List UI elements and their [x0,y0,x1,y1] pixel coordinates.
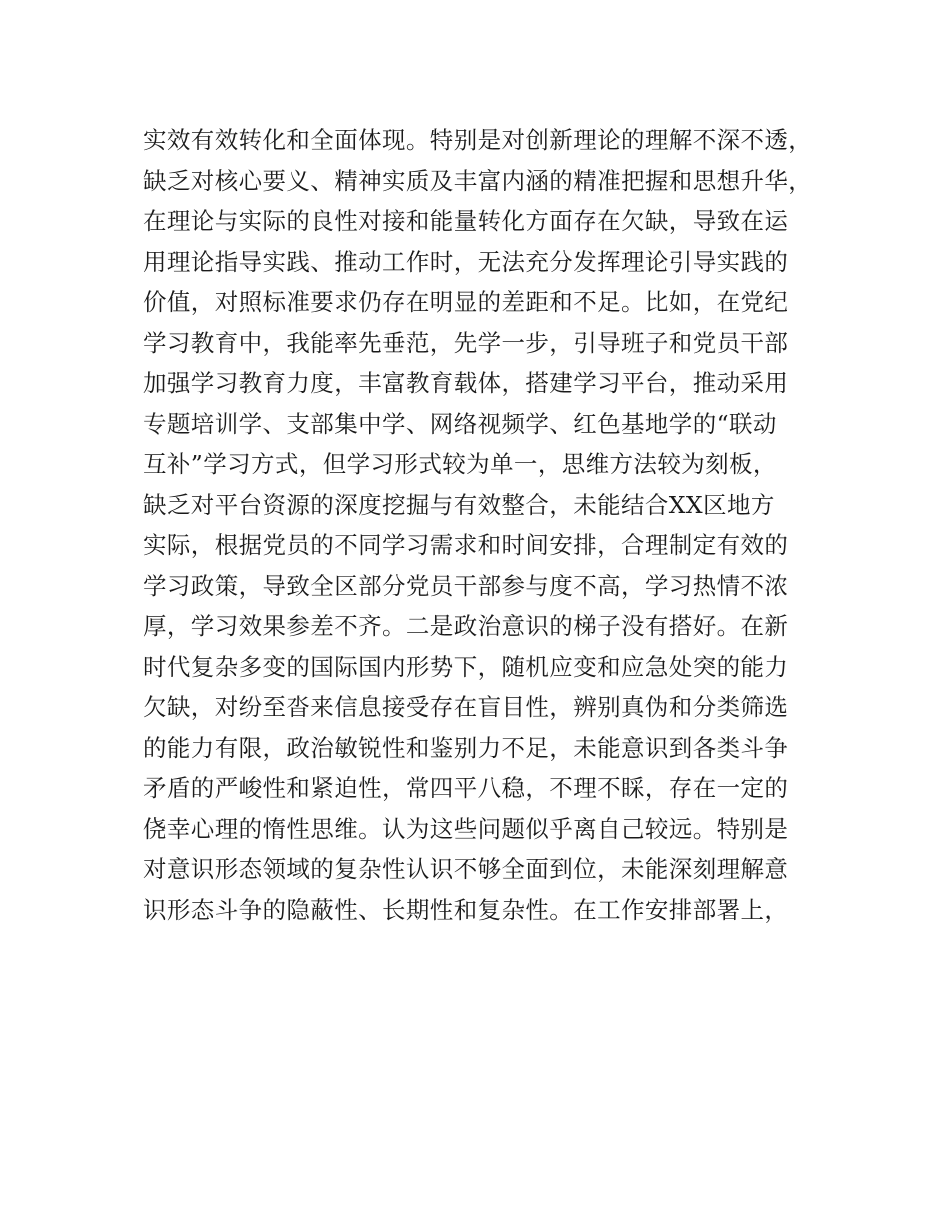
text-line: 欠缺，对纷至沓来信息接受存在盲目性，辨别真伪和分类筛选 [143,693,789,721]
text-line: 缺乏对平台资源的深度挖掘与有效整合，未能结合XX区地方 [143,490,775,519]
text-line: 学习教育中，我能率先垂范，先学一步，引导班子和党员干部 [143,328,789,357]
text-line: 实效有效转化和全面体现。特别是对创新理论的理解不深不透， [143,126,813,154]
text-line: 矛盾的严峻性和紧迫性，常四平八稳，不理不睬，存在一定的 [143,774,789,802]
text-line: 的能力有限，政治敏锐性和鉴别力不足，未能意识到各类斗争 [143,733,789,762]
text-line: 加强学习教育力度，丰富教育载体，搭建学习平台，推动采用 [143,369,789,397]
text-line: 用理论指导实践、推动工作时，无法充分发挥理论引导实践的 [143,247,789,276]
text-line: 对意识形态领域的复杂性认识不够全面到位，未能深刻理解意 [143,855,789,883]
text-line: 侥幸心理的惰性思维。认为这些问题似乎离自己较远。特别是 [143,814,789,843]
text-line: 时代复杂多变的国际国内形势下，随机应变和应急处突的能力 [143,652,789,681]
text-line: 识形态斗争的隐蔽性、长期性和复杂性。在工作安排部署上， [143,895,789,924]
text-line: 缺乏对核心要义、精神实质及丰富内涵的精准把握和思想升华， [143,166,813,195]
text-line: 学习政策，导致全区部分党员干部参与度不高，学习热情不浓 [143,571,789,600]
text-line: 在理论与实际的良性对接和能量转化方面存在欠缺，导致在运 [143,207,789,235]
text-line: 厚，学习效果参差不齐。二是政治意识的梯子没有搭好。在新 [143,612,789,640]
text-line: 专题培训学、支部集中学、网络视频学、红色基地学的“联动 [143,409,777,438]
body-paragraph [143,120,833,930]
text-line: 互补”学习方式，但学习形式较为单一，思维方法较为刻板， [143,450,777,478]
text-line: 实际，根据党员的不同学习需求和时间安排，合理制定有效的 [143,531,789,559]
text-line: 价值，对照标准要求仍存在明显的差距和不足。比如，在党纪 [143,288,789,316]
